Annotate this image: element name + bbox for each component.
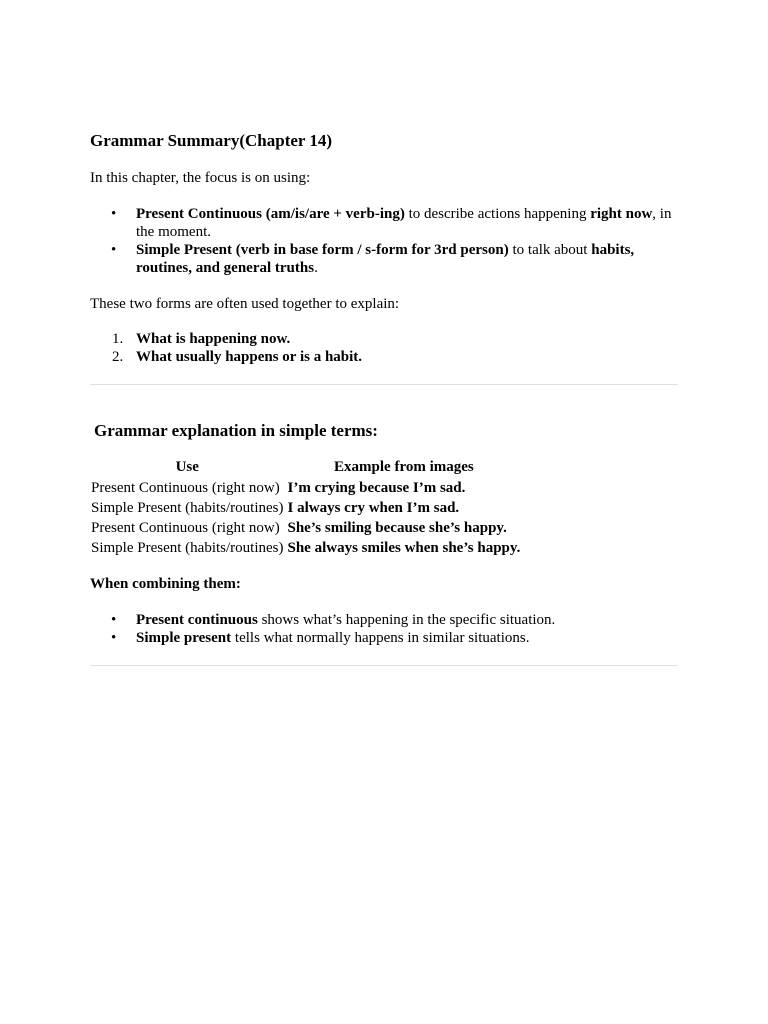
table-cell-example: She always smiles when she’s happy.: [287, 540, 521, 556]
term-present-continuous: Present continuous: [136, 612, 258, 628]
table-cell-example: I’m crying because I’m sad.: [287, 480, 466, 496]
table-row: [89, 538, 522, 558]
list-item-text: What usually happens or is a habit.: [136, 349, 363, 365]
table-cell-use: Present Continuous (right now): [91, 520, 280, 536]
table-cell-use: Simple Present (habits/routines): [91, 540, 284, 556]
list-item: [90, 629, 678, 647]
list-item: [90, 348, 678, 366]
list-number: 2.: [112, 349, 124, 365]
list-number: 1.: [112, 331, 124, 347]
together-paragraph: These two forms are often used together to explain:: [90, 296, 400, 312]
combining-list: [90, 611, 678, 647]
list-item-text: to talk about: [508, 242, 592, 258]
list-item-text: .: [314, 260, 318, 276]
column-header-example: Example from images: [334, 459, 474, 475]
table-cell-use: Simple Present (habits/routines): [91, 500, 284, 516]
intro-paragraph: In this chapter, the focus is on using:: [90, 170, 311, 186]
divider: [90, 384, 678, 385]
table-header-row: [89, 457, 522, 478]
list-item-text: shows what’s happening in the specific situation.: [257, 612, 556, 628]
term-simple-present: Simple Present (verb in base form / s-form for 3rd person): [136, 242, 509, 258]
divider: [90, 665, 678, 666]
column-header-use: Use: [175, 459, 199, 475]
focus-list: [90, 205, 678, 277]
emphasis-right-now: right now: [590, 206, 653, 222]
list-item: [90, 241, 678, 277]
bullet-icon: •: [111, 242, 117, 258]
grammar-table: [89, 457, 522, 558]
combining-heading: When combining them:: [90, 576, 241, 592]
explain-list: [90, 330, 678, 366]
list-item: [90, 330, 678, 348]
list-item-text: tells what normally happens in similar situations.: [231, 630, 530, 646]
table-cell-use: Present Continuous (right now): [91, 480, 280, 496]
bullet-icon: •: [111, 612, 117, 628]
term-present-continuous: Present Continuous (am/is/are + verb-ing): [136, 206, 405, 222]
list-item-text: , in the moment.: [136, 206, 672, 240]
list-item-text: What is happening now.: [136, 331, 291, 347]
bullet-icon: •: [111, 630, 117, 646]
section-heading: Grammar explanation in simple terms:: [94, 421, 378, 440]
list-item: [90, 205, 678, 241]
table-row: [89, 478, 522, 498]
table-cell-example: I always cry when I’m sad.: [287, 500, 460, 516]
table-row: [89, 498, 522, 518]
term-simple-present: Simple present: [136, 630, 232, 646]
page-title: Grammar Summary(Chapter 14): [90, 131, 333, 150]
emphasis-habits: habits, routines, and general truths: [136, 242, 635, 276]
table-row: [89, 518, 522, 538]
bullet-icon: •: [111, 206, 117, 222]
list-item-text: to describe actions happening: [404, 206, 591, 222]
list-item: [90, 611, 678, 629]
table-cell-example: She’s smiling because she’s happy.: [287, 520, 507, 536]
